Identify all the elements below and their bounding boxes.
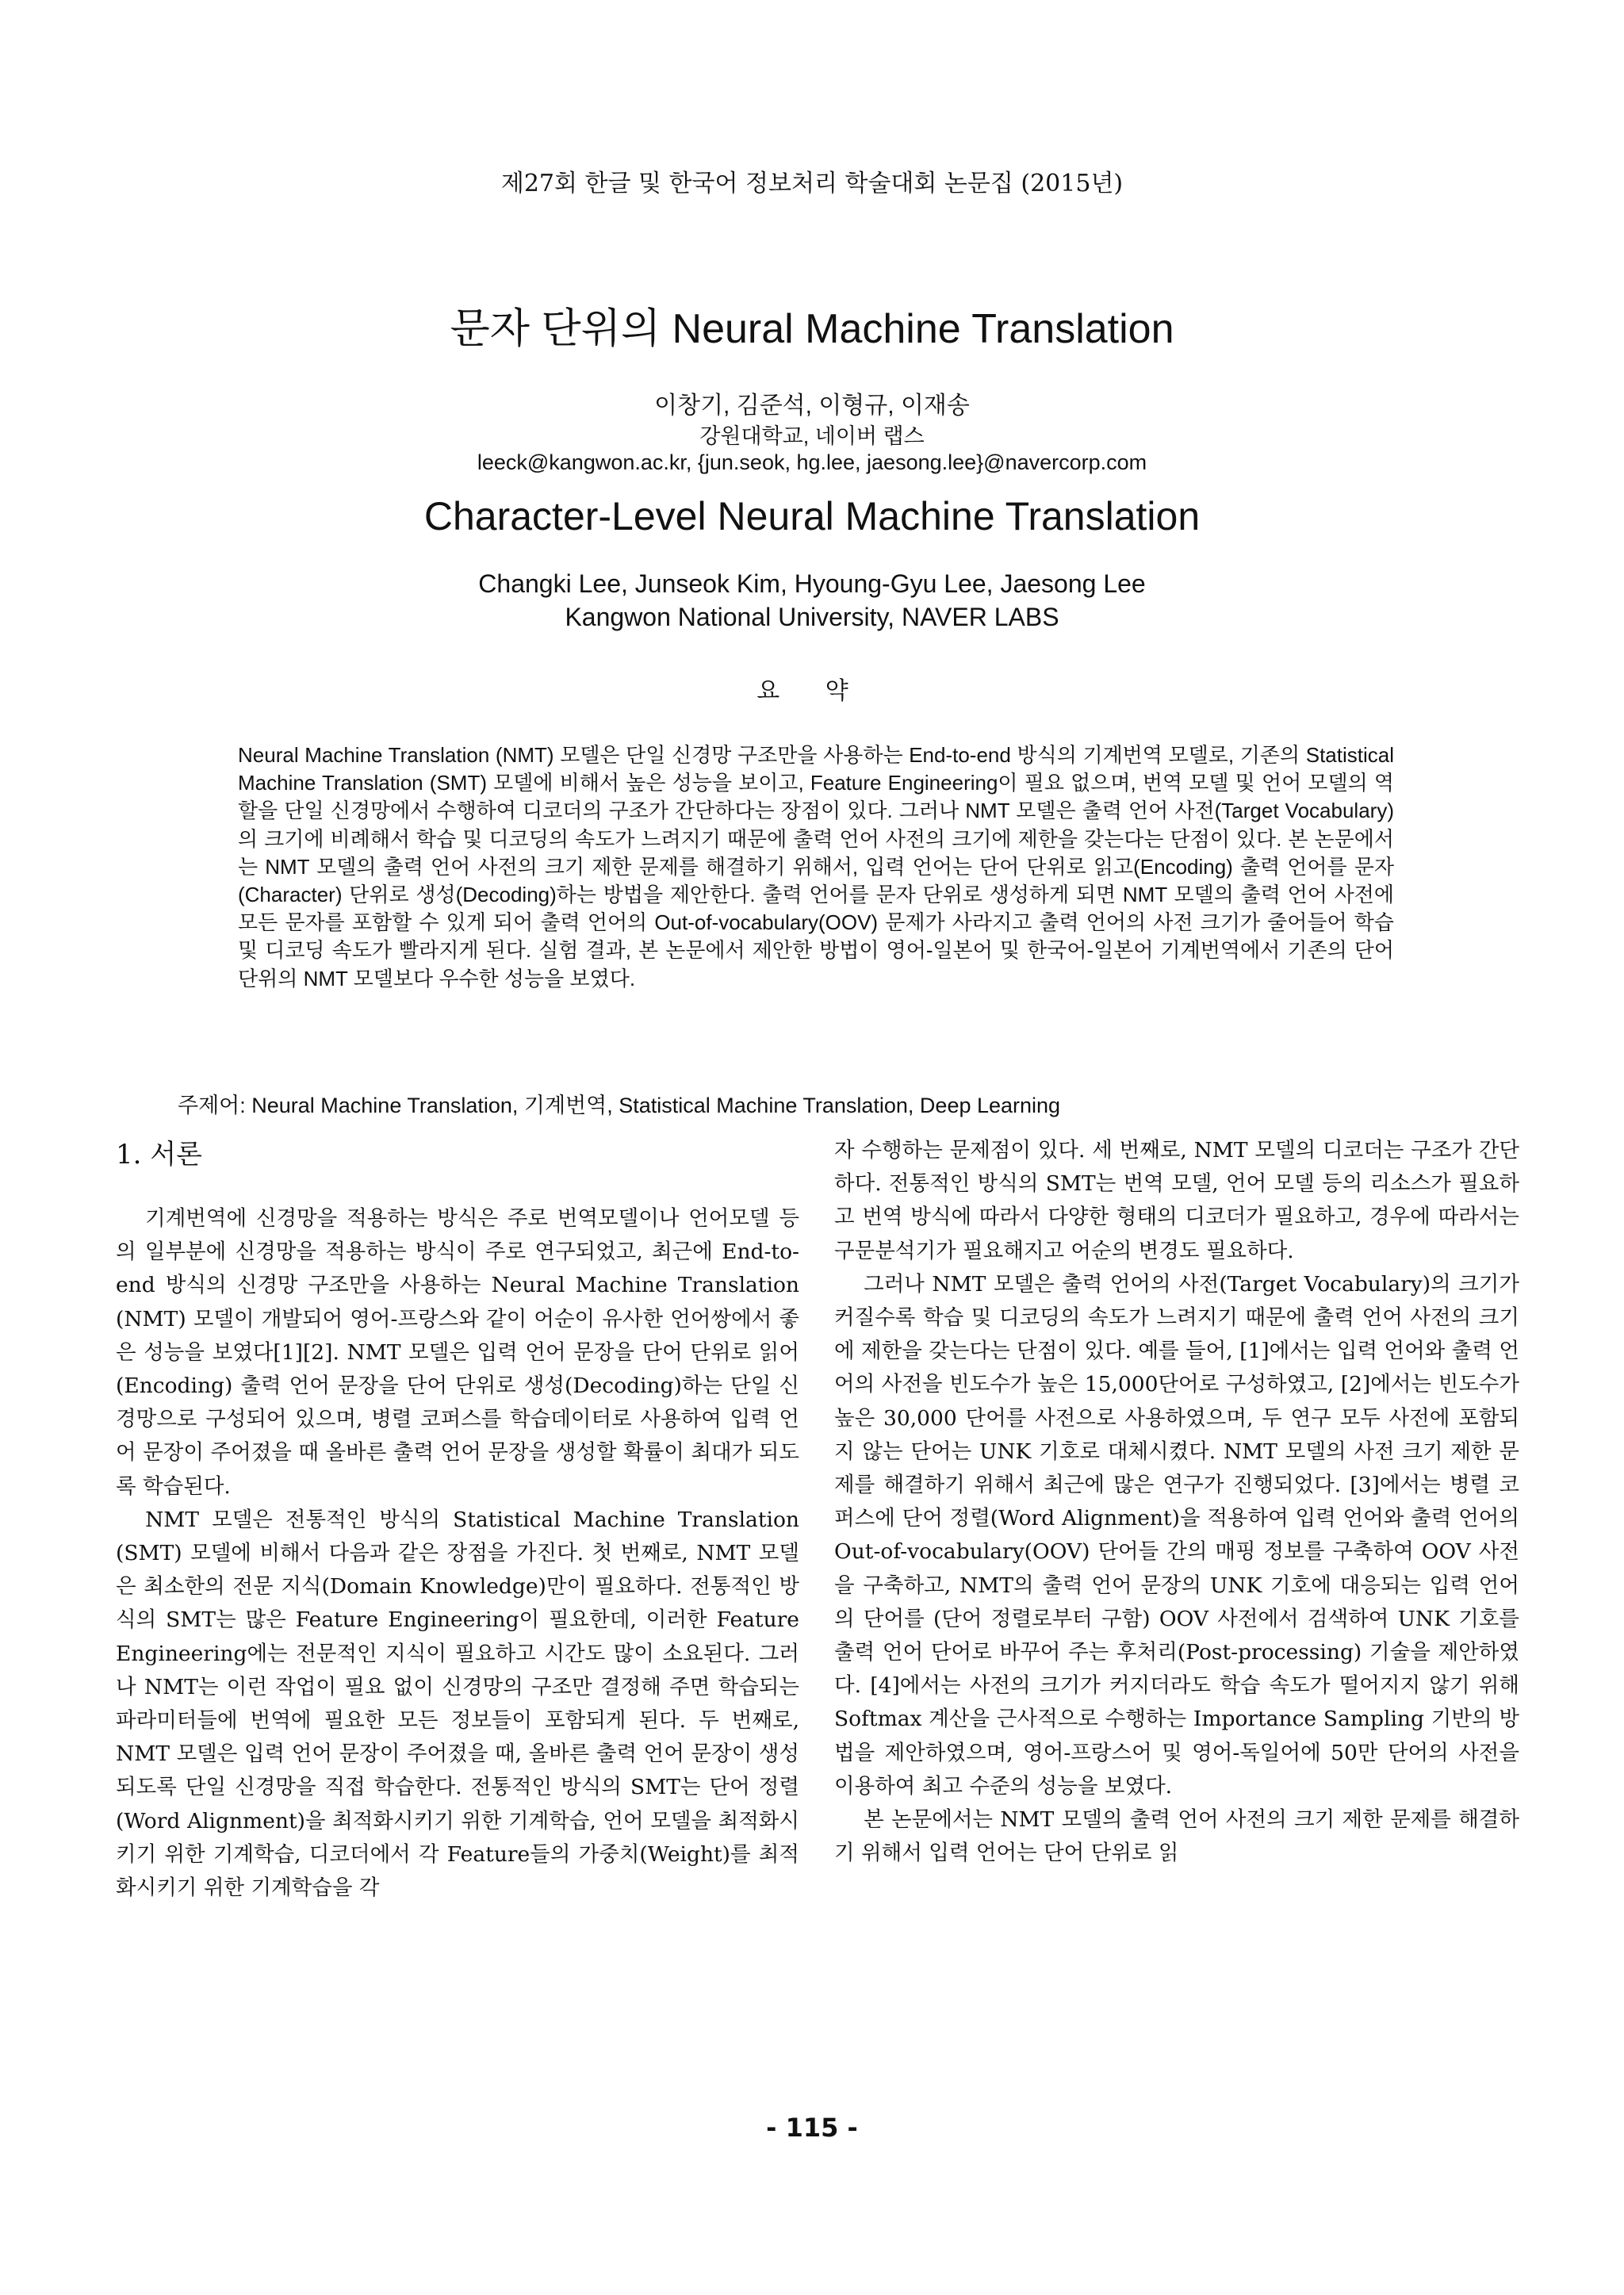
left-column [116,1202,799,1905]
paper-title-korean: 문자 단위의 Neural Machine Translation [450,306,1174,352]
abstract-heading: 요 약 [756,677,868,705]
paragraph: 그러나 NMT 모델은 출력 언어의 사전(Target Vocabulary)의 크기가 커질수록 학습 및 디코딩의 속도가 느려지기 때문에 출력 언어 사전의 크기에 제한을 갖는다는 단점이 있다. 예를 들어, [1]에서는 입력 언어와 출력 언어의 사전을 빈도수가 높은 15,000단어로 구성하였고, [2]에서는 빈도수가 높은 30,000 단어를 사전으로 사용하였으며, 두 연구 모두 사전에 포함되지 않는 단어는 UNK 기호로 대체시켰다. NMT 모델의 사전 크기 제한 문제를 해결하기 위해서 최근에 많은 연구가 진행되었다. [3]에서는 병렬 코퍼스에 단어 정렬(Word Alignment)을 적용하여 입력 언어와 출력 언어의 Out-of-vocabulary(OOV) 단어들 간의 매핑 정보를 구축하여 OOV 사전을 구축하고, NMT의 출력 언어 문장의 UNK 기호에 대응되는 입력 언어의 단어를 (단어 정렬로부터 구함) OOV 사전에서 검색하여 UNK 기호를 출력 언어 단어로 바꾸어 주는 후처리(Post-processing) 기술을 제안하였다. [4]에서는 사전의 크기가 커지더라도 학습 속도가 떨어지지 않기 위해 Softmax 계산을 근사적으로 수행하는 Importance Sampling 기반의 방법을 제안하였으며, 영어-프랑스어 및 영어-독일어에 50만 단어의 사전을 이용하여 최고 수준의 성능을 보였다. [834,1271,1519,1799]
keywords: 주제어: Neural Machine Translation, 기계번역, Statistical Machine Translation, Deep Learning [178,1094,1061,1117]
author-emails: leeck@kangwon.ac.kr, {jun.seok, hg.lee, jaesong.lee}@navercorp.com [477,450,1147,474]
paragraph: NMT 모델은 전통적인 방식의 Statistical Machine Translation (SMT) 모델에 비해서 다음과 같은 장점을 가진다. 첫 번째로, NMT 모델은 최소한의 전문 지식(Domain Knowledge)만이 필요하다. 전통적인 방식의 SMT는 많은 Feature Engineering이 필요한데, 이러한 Feature Engineering에는 전문적인 지식이 필요하고 시간도 많이 소요된다. 그러나 NMT는 이런 작업이 필요 없이 신경망의 구조만 결정해 주면 학습되는 파라미터들에 번역에 필요한 모든 정보들이 포함되게 된다. 두 번째로, NMT 모델은 입력 언어 문장이 주어졌을 때, 올바른 출력 언어 문장이 생성되도록 단일 신경망을 직접 학습한다. 전통적인 방식의 SMT는 단어 정렬(Word Alignment)을 최적화시키기 위한 기계학습, 언어 모델을 최적화시키기 위한 기계학습, 디코더에서 각 Feature들의 가중치(Weight)를 최적화시키기 위한 기계학습을 각 [116,1507,799,1901]
authors-english: Changki Lee, Junseok Kim, Hyoung-Gyu Lee, Jaesong Lee [478,569,1146,598]
right-column [834,1134,1519,1870]
paragraph: 기계번역에 신경망을 적용하는 방식은 주로 번역모델이나 언어모델 등의 일부분에 신경망을 적용하는 방식이 주로 연구되었고, 최근에 End-to-end 방식의 신경망 구조만을 사용하는 Neural Machine Translation (NMT) 모델이 개발되어 영어-프랑스와 같이 어순이 유사한 언어쌍에서 좋은 성능을 보였다[1][2]. NMT 모델은 입력 언어 문장을 단어 단위로 읽어(Encoding) 출력 언어 문장을 단어 단위로 생성(Decoding)하는 단일 신경망으로 구성되어 있으며, 병렬 코퍼스를 학습데이터로 사용하여 입력 언어 문장이 주어졌을 때 올바른 출력 언어 문장을 생성할 확률이 최대가 되도록 학습된다. [116,1206,799,1499]
abstract-text: Neural Machine Translation (NMT) 모델은 단일 신경망 구조만을 사용하는 End-to-end 방식의 기계번역 모델로, 기존의 Statistical Machine Translation (SMT) 모델에 비해서 높은 성능을 보이고, Feature Engineering이 필요 없으며, 번역 모델 및 언어 모델의 역할을 단일 신경망에서 수행하여 디코더의 구조가 간단하다는 장점이 있다. 그러나 NMT 모델은 출력 언어 사전(Target Vocabulary)의 크기에 비례해서 학습 및 디코딩의 속도가 느려지기 때문에 출력 언어 사전의 크기에 제한을 갖는다는 단점이 있다. 본 논문에서는 NMT 모델의 출력 언어 사전의 크기 제한 문제를 해결하기 위해서, 입력 언어는 단어 단위로 읽고(Encoding) 출력 언어를 문자(Character) 단위로 생성(Decoding)하는 방법을 제안한다. 출력 언어를 문자 단위로 생성하게 되면 NMT 모델의 출력 언어 사전에 모든 문자를 포함할 수 있게 되어 출력 언어의 Out-of-vocabulary(OOV) 문제가 사라지고 출력 언어의 사전 크기가 줄어들어 학습 및 디코딩 속도가 빨라지게 된다. 실험 결과, 본 논문에서 제안한 방법이 영어-일본어 및 한국어-일본어 기계번역에서 기존의 단어 단위의 NMT 모델보다 우수한 성능을 보였다. [238,743,1394,990]
section-heading-introduction: 1. 서론 [116,1139,202,1170]
authors-korean: 이창기, 김준석, 이형규, 이재송 [654,393,970,419]
affiliation-english: Kangwon National University, NAVER LABS [565,603,1059,631]
page-number: - 115 - [766,2113,858,2143]
paper-title-english: Character-Level Neural Machine Translation [423,494,1201,538]
paragraph: 자 수행하는 문제점이 있다. 세 번째로, NMT 모델의 디코더는 구조가 간단하다. 전통적인 방식의 SMT는 번역 모델, 언어 모델 등의 리소스가 필요하고 번역 방식에 따라서 다양한 형태의 디코더가 필요하고, 경우에 따라서는 구문분석기가 필요해지고 어순의 변경도 필요하다. [834,1138,1519,1263]
affiliation-korean: 강원대학교, 네이버 랩스 [699,424,925,448]
paragraph: 본 논문에서는 NMT 모델의 출력 언어 사전의 크기 제한 문제를 해결하기 위해서 입력 언어는 단어 단위로 읽 [834,1807,1519,1866]
conference-header: 제27회 한글 및 한국어 정보처리 학술대회 논문집 (2015년) [500,170,1124,197]
